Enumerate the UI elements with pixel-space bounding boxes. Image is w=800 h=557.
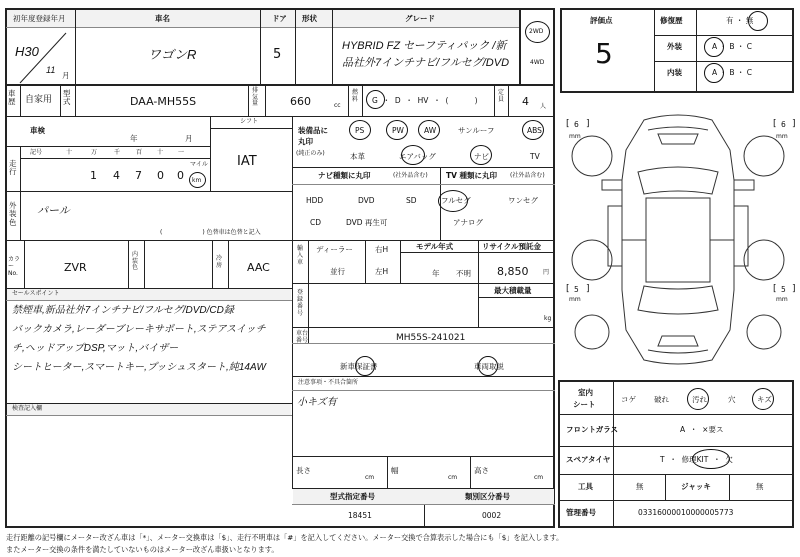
aircon-value: AAC [247, 261, 270, 274]
navi-title: ナビ種類に丸印 [318, 171, 371, 180]
capacity-unit: 人 [540, 103, 547, 110]
tire-left-bottom-unit: mm [569, 296, 581, 303]
repair-circle [748, 11, 768, 31]
mileage-digit-label: 十 [66, 149, 73, 156]
manual-label: 車両取説 [474, 362, 504, 371]
equipment-item: エアバッグ [399, 152, 436, 161]
jack-label: ジャッキ [681, 482, 711, 491]
car-name-value: ワゴンR [148, 47, 197, 62]
navi-note: (社外品含む) [393, 172, 428, 179]
tire-right-bottom-unit: mm [776, 296, 788, 303]
model-year-label: モデル年式 [416, 242, 454, 251]
navi-circle [470, 145, 492, 165]
notes-value: 小キズ有 [297, 397, 337, 408]
color-no-label: カラーNo. [8, 256, 21, 278]
abs-circle [522, 120, 544, 140]
tv-option: アナログ [453, 218, 483, 227]
mileage-digit: 7 [135, 169, 142, 182]
warranty-circle [355, 356, 375, 376]
color-label: 外装色 [9, 201, 17, 227]
equipment-item: サンルーフ [458, 126, 495, 135]
color-no-value: ZVR [64, 261, 87, 274]
recycle-value: 8,850 [497, 265, 529, 278]
exterior-circle [704, 37, 724, 57]
chassis-label: 車台番号 [296, 330, 309, 344]
bracket-lb-r: ] [586, 284, 590, 294]
month-value: 11 [46, 65, 56, 75]
repair-kit-circle [692, 449, 730, 469]
fuel-circle [366, 90, 385, 109]
mileage-digit-label: 一 [178, 149, 185, 156]
seat-label2: シート [573, 400, 596, 409]
exterior-label: 外装 [667, 42, 682, 51]
class-no-value: 0002 [482, 511, 502, 520]
color-note: ( ) 色替車は色替と記入 [160, 229, 261, 236]
mileage-digit: 1 [90, 169, 97, 182]
mileage-digit: 0 [157, 169, 164, 182]
tire-left-bottom: 5 [574, 285, 579, 294]
navi-option: DVD 再生可 [346, 218, 388, 227]
displacement-value: 660 [290, 95, 311, 108]
bracket-rb: [ [773, 284, 777, 294]
mileage-code-label: 記号 [30, 149, 43, 156]
navi-option: HDD [306, 196, 324, 205]
drive-4wd: 4WD [530, 59, 545, 66]
aircon-label: 冷房 [216, 255, 223, 269]
tire-right-top: 6 [781, 120, 786, 129]
mileage-digit-label: 百 [136, 149, 143, 156]
tire-left-top-unit: mm [569, 133, 581, 140]
import-label: 輸入車 [297, 245, 304, 266]
type-no-label: 型式指定番号 [330, 492, 375, 501]
mileage-digit: 4 [113, 169, 120, 182]
navi-option: CD [310, 218, 322, 227]
pw-circle [386, 120, 408, 140]
import-parallel: 並行 [330, 267, 345, 276]
length-unit: cm [365, 474, 375, 481]
grade-line1: HYBRID FZ セーフティパック /新 [342, 40, 507, 52]
height-unit: cm [534, 474, 544, 481]
type-no-value: 18451 [348, 511, 372, 520]
footer-line2: またメーター交換の条件を満たしていないものはメーター改ざん車扱いとなります。 [6, 545, 279, 554]
mgmt-value: 03316000010000005773 [638, 508, 734, 517]
aw-circle [418, 120, 440, 140]
mileage-digit-label: 十 [157, 149, 164, 156]
seat-option: コゲ [621, 395, 636, 404]
repair-label: 修復歴 [660, 16, 683, 25]
mileage-digit: 0 [177, 169, 184, 182]
door-label: ドア [272, 14, 287, 23]
tire-left-top: 6 [574, 120, 579, 129]
glass-label: フロントガラス [566, 425, 619, 434]
manual-circle [478, 356, 498, 376]
seat-label1: 室内 [578, 388, 593, 397]
equipment-label3: (純正のみ) [296, 150, 325, 157]
capacity-value: 4 [522, 95, 529, 108]
repair-options: 有 ・ 無 [726, 16, 754, 25]
fuel-options: G ・ D ・ HV ・ ( ) [372, 96, 478, 105]
navi-option: SD [406, 196, 417, 205]
door-value: 5 [273, 47, 282, 62]
warranty-label: 新車保証書 [340, 362, 378, 371]
seat-option: 破れ [654, 395, 669, 404]
fuel-label: 燃料 [352, 89, 359, 103]
recycle-label: リサイクル預託金 [482, 242, 541, 251]
color-value: パール [37, 205, 70, 217]
inspection-month-unit: 月 [185, 134, 193, 143]
class-no-label: 類別区分番号 [465, 492, 510, 501]
sales-point-line: バックカメラ,レーダーブレーキサポート,ステアスイッチ [12, 324, 266, 335]
import-left: 左H [375, 267, 389, 276]
seat-option: 穴 [728, 395, 736, 404]
length-label: 長さ [296, 466, 311, 475]
equipment-item: ABS [527, 126, 542, 135]
spare-label: スペアタイヤ [566, 455, 611, 464]
km-circle [189, 172, 206, 188]
model-year-unit: 年 [432, 269, 440, 278]
month-unit: 月 [62, 71, 70, 80]
bracket-lb: [ [566, 284, 570, 294]
spare-options: T ・ 修理KIT ・ 欠 [660, 455, 733, 464]
inspection-year-unit: 年 [130, 134, 138, 143]
usage-value: 自家用 [25, 95, 53, 105]
model-label: 形状 [302, 14, 317, 23]
tv-option: フルセグ [441, 196, 471, 205]
import-right: 右H [375, 245, 389, 254]
recycle-unit: 円 [543, 269, 550, 276]
seat-option: 汚れ [692, 395, 707, 404]
tv-option: ワンセグ [508, 196, 538, 205]
equipment-item: PW [392, 126, 404, 135]
left-frame [5, 8, 555, 528]
grade-line2: 品社外7インチナビ/フルセグ/DVD [342, 57, 510, 69]
navi-option: DVD [358, 196, 375, 205]
interior-label: 内装 [667, 68, 682, 77]
bracket-lt: [ [566, 119, 570, 129]
interior-color-label: 内装色 [132, 251, 139, 272]
model-year-value: 不明 [456, 269, 471, 278]
fullseg-circle [438, 190, 468, 212]
mileage-mile-unit: マイル [190, 161, 208, 168]
displacement-label: 排気量 [252, 87, 259, 108]
mileage-label: 走行 [9, 159, 17, 177]
grade-label: グレード [405, 14, 435, 23]
footer-line1: 走行距離の記号欄にメーター改ざん車は「*」、メーター交換車は「$」、走行不明車は「#」を記入してください。メーター交換で合算表示した場合にも「$」を記入します。 [6, 533, 564, 542]
equipment-item: ナビ [474, 152, 489, 161]
interior-grades: A ・ B ・ C [712, 68, 753, 77]
shift-label: シフト [240, 118, 259, 125]
score-label: 評価点 [590, 16, 613, 25]
equipment-item: AW [424, 126, 437, 135]
bracket-rt: [ [773, 119, 777, 129]
glass-options: A ・ ×要ス [680, 425, 724, 434]
capacity-label: 定員 [498, 89, 505, 103]
score-value: 5 [595, 37, 613, 70]
tv-note: (社外品含む) [510, 172, 545, 179]
airbag-circle [401, 145, 425, 165]
tire-right-bottom: 5 [781, 285, 786, 294]
equipment-label1: 装備品に [298, 126, 328, 135]
scratch-circle [752, 388, 774, 410]
notes-title: 注意事項・不具合箇所 [298, 379, 359, 386]
sales-point-line: チ,ヘッドアップDSP,マット,バイザー [12, 343, 179, 354]
tire-right-top-unit: mm [776, 133, 788, 140]
model-code-label: 型式 [63, 89, 71, 107]
equipment-item: PS [355, 126, 365, 135]
stain-circle [687, 388, 709, 410]
bracket-rt-r: ] [792, 119, 796, 129]
inspection-label: 車検 [30, 126, 45, 135]
mileage-km-unit: km [192, 177, 202, 184]
inspector-title: 検査記入欄 [12, 405, 43, 412]
tv-title: TV 種類に丸印 [446, 171, 498, 180]
tools-label: 工具 [578, 482, 593, 491]
height-label: 高さ [474, 466, 489, 475]
width-label: 幅 [391, 466, 399, 475]
interior-circle [704, 63, 724, 83]
seat-option: キズ [757, 395, 772, 404]
equipment-label2: 丸印 [298, 137, 313, 146]
width-unit: cm [448, 474, 458, 481]
mileage-digit-label: 千 [114, 149, 121, 156]
equipment-item: TV [530, 152, 540, 161]
mgmt-label: 管理番号 [566, 508, 596, 517]
sales-point-line: 禁煙車,新品社外7インチナビ/フルセグ/DVD/CD録 [12, 305, 234, 316]
bracket-lt-r: ] [586, 119, 590, 129]
usage-label: 車歴 [8, 89, 16, 107]
displacement-unit: cc [334, 102, 341, 109]
max-load-label: 最大積載量 [494, 286, 532, 295]
era-value: H30 [15, 44, 39, 59]
equipment-item: 本革 [350, 152, 365, 161]
sales-point-line: シートヒーター,スマートキー,プッシュスタート,純14AW [12, 362, 266, 373]
first-reg-label: 初年度登録年月 [13, 14, 66, 23]
max-load-unit: kg [544, 315, 552, 322]
shift-value: IAT [237, 154, 257, 169]
registration-label: 登録番号 [297, 289, 304, 317]
car-damage-diagram [562, 110, 794, 372]
tools-value: 無 [636, 482, 644, 491]
mileage-digit-label: 万 [91, 149, 98, 156]
sales-points-title: セールスポイント [12, 290, 60, 297]
drive-2wd: 2WD [529, 28, 544, 35]
jack-value: 無 [756, 482, 764, 491]
bracket-rb-r: ] [792, 284, 796, 294]
model-code-value: DAA-MH55S [130, 95, 197, 108]
ps-circle [349, 120, 371, 140]
exterior-grades: A ・ B ・ C [712, 42, 753, 51]
import-dealer: ディーラー [316, 245, 353, 254]
car-name-label: 車名 [155, 14, 170, 23]
chassis-value: MH55S-241021 [396, 333, 466, 343]
